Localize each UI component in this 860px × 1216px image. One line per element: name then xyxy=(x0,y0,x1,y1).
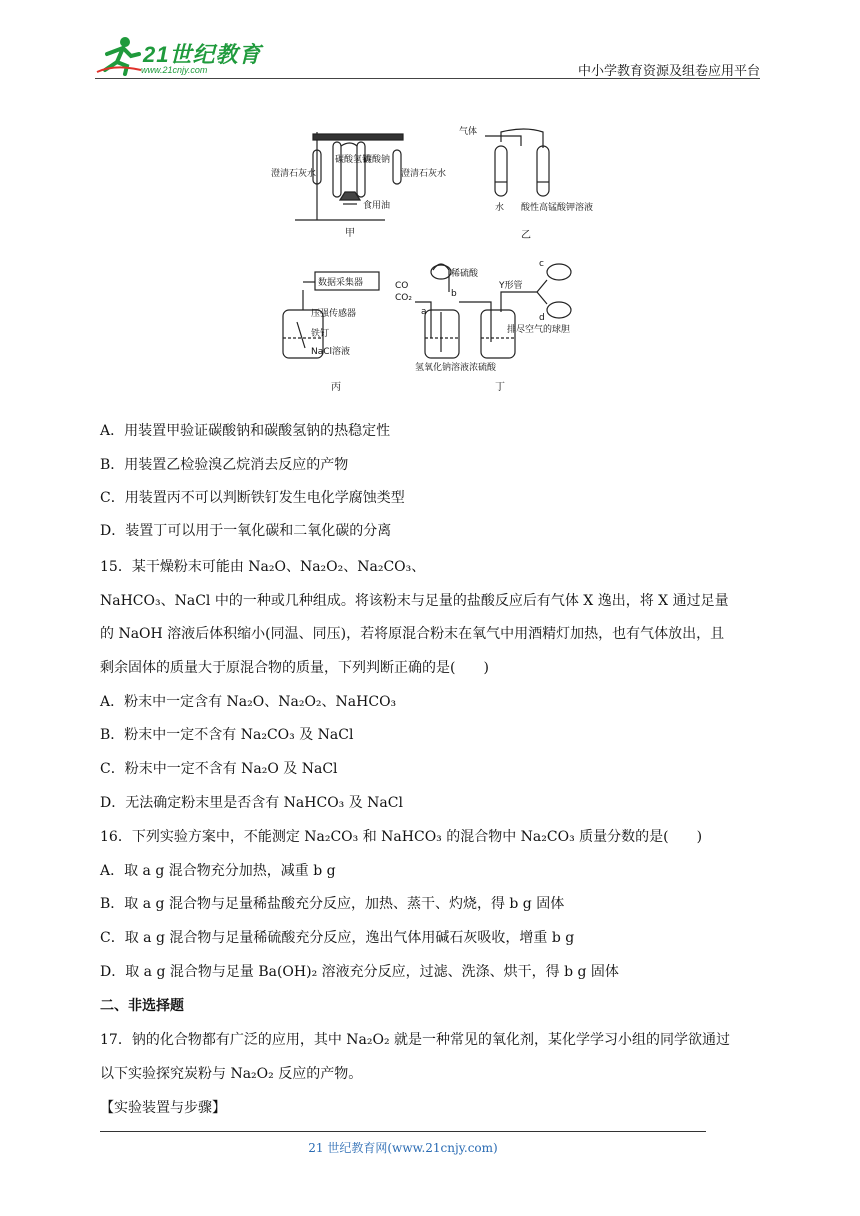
bing-label-collector: 数据采集器 xyxy=(318,278,364,288)
ding-label-ytube: Y形管 xyxy=(499,281,523,291)
ding-label-bladder: 排尽空气的球胆 xyxy=(507,325,571,335)
footer-link[interactable]: 21 世纪教育网(www.21cnjy.com) xyxy=(308,1141,498,1155)
page-header xyxy=(95,30,760,80)
jia-label-nahco3: 碳酸氢钠 xyxy=(335,155,372,165)
site-logo xyxy=(95,34,265,76)
q15-option-b: B．粉末中一定不含有 Na₂CO₃ 及 NaCl xyxy=(100,727,354,743)
ding-label-b: b xyxy=(451,289,457,299)
ding-caption: 丁 xyxy=(495,382,505,393)
q15-option-c: C．粉末中一定不含有 Na₂O 及 NaCl xyxy=(100,761,338,777)
ding-label-acid: 稀硫酸 xyxy=(451,269,479,279)
ding-label-a: a xyxy=(421,307,427,317)
runner-logo-icon xyxy=(95,34,143,76)
ding-label-h2so4: 浓硫酸 xyxy=(469,363,497,373)
apparatus-figure xyxy=(255,112,595,402)
ding-label-co2: CO₂ xyxy=(395,293,412,303)
q15-option-a: A．粉末中一定含有 Na₂O、Na₂O₂、NaHCO₃ xyxy=(100,694,397,710)
q14-option-d: D．装置丁可以用于一氧化碳和二氧化碳的分离 xyxy=(100,523,392,539)
q17-subheading: 【实验装置与步骤】 xyxy=(100,1100,226,1116)
yi-label-kmno4: 酸性高锰酸钾溶液 xyxy=(521,203,594,213)
jia-label-na2co3: 碳酸钠 xyxy=(363,155,391,165)
yi-label-gas: 气体 xyxy=(459,127,478,137)
bing-label-nacl: NaCl溶液 xyxy=(311,347,351,357)
logo-url: www.21cnjy.com xyxy=(141,65,208,75)
ding-label-c: c xyxy=(539,259,544,269)
platform-name: 中小学教育资源及组卷应用平台 xyxy=(577,64,760,79)
header-divider xyxy=(95,78,760,79)
q16-option-d: D．取 a g 混合物与足量 Ba(OH)₂ 溶液充分反应，过滤、洗涤、烘干，得 b g 固体 xyxy=(100,964,619,980)
q14-option-c: C．用装置丙不可以判断铁钉发生电化学腐蚀类型 xyxy=(100,490,405,506)
q15-option-d: D．无法确定粉末里是否含有 NaHCO₃ 及 NaCl xyxy=(100,795,403,811)
ding-label-naoh: 氢氧化钠溶液 xyxy=(415,363,470,373)
yi-label-water: 水 xyxy=(495,203,505,213)
q15-stem-line4: 剩余固体的质量大于原混合物的质量，下列判断正确的是( ) xyxy=(100,660,489,676)
ding-label-co: CO xyxy=(395,281,409,291)
q16-option-c: C．取 a g 混合物与足量稀硫酸充分反应，逸出气体用碱石灰吸收，增重 b g xyxy=(100,930,575,946)
jia-label-limewater-left: 澄清石灰水 xyxy=(271,169,317,179)
bing-label-nail: 铁钉 xyxy=(311,329,330,339)
logo-text: 21世纪教育 xyxy=(143,42,262,67)
section-title: 二、非选择题 xyxy=(100,998,184,1014)
q14-option-a: A．用装置甲验证碳酸钠和碳酸氢钠的热稳定性 xyxy=(100,423,391,439)
bing-caption: 丙 xyxy=(331,382,341,393)
apparatus-diagram xyxy=(255,112,595,402)
yi-caption: 乙 xyxy=(521,230,531,241)
q15-stem-line1: 15．某干燥粉末可能由 Na₂O、Na₂O₂、Na₂CO₃、 xyxy=(100,559,426,575)
q16-option-a: A．取 a g 混合物充分加热，减重 b g xyxy=(100,863,336,879)
ding-label-d: d xyxy=(539,313,545,323)
jia-label-limewater-right: 澄清石灰水 xyxy=(401,169,447,179)
q17-line1: 17．钠的化合物都有广泛的应用，其中 Na₂O₂ 就是一种常见的氧化剂，某化学学习小组的同学欲通过 xyxy=(100,1032,731,1048)
q17-line2: 以下实验探究炭粉与 Na₂O₂ 反应的产物。 xyxy=(100,1066,363,1082)
q16-stem: 16．下列实验方案中，不能测定 Na₂CO₃ 和 NaHCO₃ 的混合物中 Na₂CO₃ 质量分数的是( ) xyxy=(100,829,703,845)
footer-divider xyxy=(100,1131,706,1132)
q15-stem-line2: NaHCO₃、NaCl 中的一种或几种组成。将该粉末与足量的盐酸反应后有气体 X 逸出，将 X 通过足量 xyxy=(100,593,729,609)
q16-option-b: B．取 a g 混合物与足量稀盐酸充分反应，加热、蒸干、灼烧，得 b g 固体 xyxy=(100,896,565,912)
bing-label-sensor: 压强传感器 xyxy=(311,309,357,319)
q15-stem-line3: 的 NaOH 溶液后体积缩小(同温、同压)，若将原混合粉末在氧气中用酒精灯加热，也有气体放出，且 xyxy=(100,626,725,642)
q14-option-b: B．用装置乙检验溴乙烷消去反应的产物 xyxy=(100,457,349,473)
jia-caption: 甲 xyxy=(345,228,355,239)
jia-label-oil: 食用油 xyxy=(363,201,391,211)
